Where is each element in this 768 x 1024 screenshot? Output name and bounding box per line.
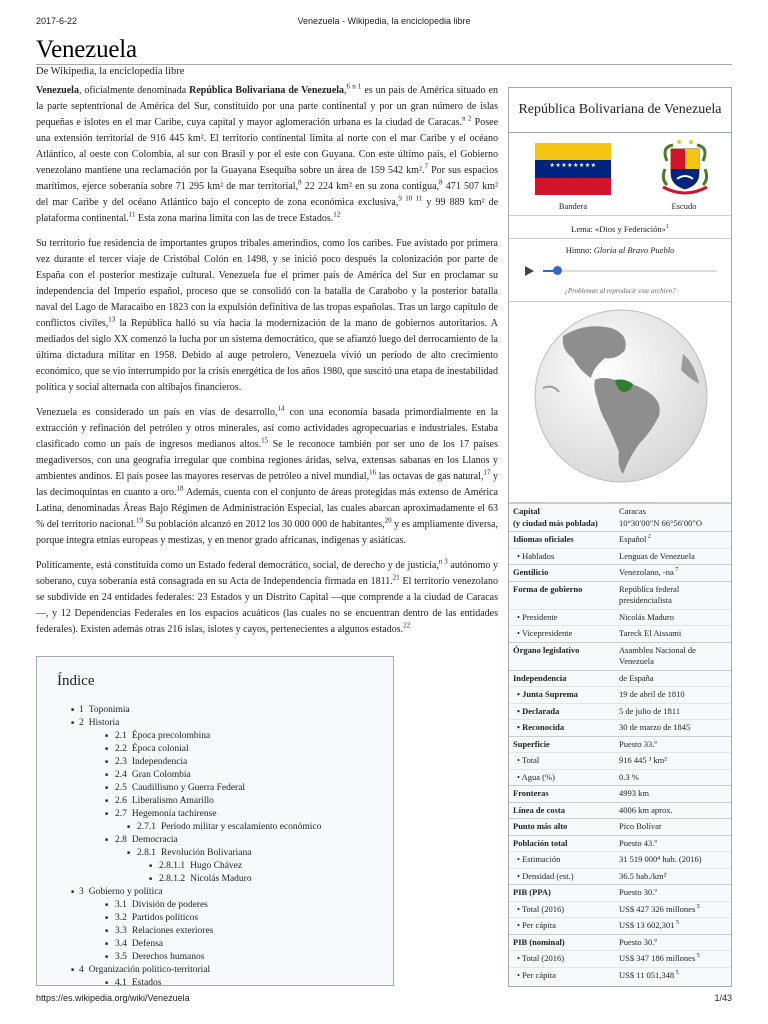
play-icon[interactable] (525, 266, 534, 276)
motto-row (509, 216, 731, 239)
toc-item[interactable] (57, 743, 381, 756)
flag-stripe-yellow (535, 143, 611, 160)
reference-link[interactable]: 16 (369, 468, 377, 477)
toc-item[interactable] (57, 938, 381, 951)
anthem-prefix: Himno: (565, 245, 594, 255)
toc-item-number: 2.3 (115, 757, 127, 767)
infobox-row (509, 626, 731, 643)
motto-text: Lema: «Dios y Federación» (571, 223, 666, 234)
toc-item-number: 3.3 (115, 926, 127, 936)
infobox-value: Puesto 30.º (615, 885, 731, 902)
infobox-row (509, 548, 731, 565)
reference-link[interactable]: 22 (403, 621, 411, 630)
toc-item-label[interactable]: Independencia (131, 757, 188, 767)
toc-item[interactable] (57, 925, 381, 938)
reference-link[interactable]: 20 (384, 516, 392, 525)
infobox-row (509, 802, 731, 819)
infobox-row (509, 901, 731, 918)
infobox-key: Independencia (509, 670, 615, 687)
infobox-value: 4993 km (615, 786, 731, 803)
reference-link[interactable]: 9 10 11 (398, 194, 423, 203)
infobox-key: • Reconocida (509, 720, 615, 737)
infobox-key: • Per cápita (509, 967, 615, 983)
toc-item-label[interactable]: Caudillismo y Guerra Federal (131, 783, 246, 793)
article-body (36, 83, 498, 647)
national-symbols (509, 133, 731, 216)
toc-item[interactable] (57, 964, 381, 977)
reference-link[interactable]: 5 (695, 953, 700, 960)
toc-item-number: 3.1 (115, 900, 127, 910)
infobox-value: 916 445 ³ km² (615, 753, 731, 770)
progress-knob[interactable] (553, 266, 562, 275)
infobox-row (509, 753, 731, 770)
infobox-key: Capital (y ciudad más poblada) (509, 504, 615, 532)
infobox-row (509, 720, 731, 737)
text-run: las octavas de gas natural, (376, 471, 484, 482)
toc-item-number: 3.5 (115, 952, 127, 962)
toc-item-number: 2.8.1.2 (159, 874, 186, 884)
motto-ref[interactable]: 1 (665, 224, 669, 230)
reference-link[interactable]: 12 (333, 210, 341, 219)
flag-image[interactable] (535, 143, 611, 195)
infobox (508, 87, 732, 987)
toc-item-label[interactable]: Revolución Bolivariana (161, 848, 252, 858)
audio-problems-link[interactable]: ¿Problemas al reproducir este archivo? (564, 287, 676, 295)
toc-item-label[interactable]: Época colonial (131, 744, 189, 754)
print-date: 2017-6-22 (36, 16, 78, 26)
infobox-key: Población total (509, 835, 615, 852)
text-run: y las decimoquintas en cuanto a oro. (36, 471, 498, 498)
print-title: Venezuela - Wikipedia, la enciclopedia libre (297, 16, 471, 26)
text-run: Su territorio fue residencia de importantes grupos tribales amerindios, como los caribes. Fue avistado por primera vez durante el tercer viaje de Cristóbal Colón en 1498, y se inició poco después la colonización por parte de España con el posterior mestizaje cultural. Venezuela fue el primer país de América del Sur en proclamar su independencia del Imperio español, proceso que se consolidó con la batalla de Carabobo y la posterior batalla naval del Lago de Maracaibo en 1823 con la expulsión definitiva de las tropas españolas. Tras un largo capítulo de conflictos civiles, (36, 238, 498, 329)
infobox-value: Español $^2$ (615, 532, 731, 549)
reference-link[interactable]: 2 (646, 534, 651, 541)
reference-link[interactable]: 5 (674, 920, 679, 927)
toc-item-label[interactable]: Gran Colombia (131, 770, 191, 780)
reference-link[interactable]: 18 (176, 484, 184, 493)
toc-item[interactable] (57, 795, 381, 808)
toc-item-label[interactable]: Época precolombina (131, 731, 211, 741)
reference-link[interactable]: 7 (673, 567, 679, 574)
text-run: Además, cuenta con el conjunto de áreas protegidas más extenso de América Latina, denominadas Áreas Bajo Régimen de Administración Especial, las cuales abarcan aproximadamente el 63 % del territorio nacional. (36, 487, 498, 530)
reference-link[interactable]: 5 (695, 903, 700, 910)
infobox-key: • Estimación (509, 852, 615, 869)
reference-link[interactable]: 6 n 1 (346, 82, 362, 91)
toc-item[interactable] (57, 782, 381, 795)
toc-item-number: 2.8.1 (137, 848, 156, 858)
toc-item-number: 4 (79, 965, 84, 975)
infobox-value: US$ 427 326 millones $^5$ (615, 901, 731, 918)
toc-item[interactable] (57, 912, 381, 925)
toc-item-label[interactable]: Historia (88, 718, 120, 728)
infobox-key: • Agua (%) (509, 769, 615, 786)
paragraph-4 (36, 558, 498, 638)
reference-link[interactable]: 5 (674, 969, 679, 976)
text-run: Esta zona marina limita con las de trece Estados. (135, 213, 334, 224)
infobox-value: Pico Bolívar (615, 819, 731, 836)
infobox-key: Línea de costa (509, 802, 615, 819)
infobox-value: US$ 13 602,301 $^5$ (615, 918, 731, 935)
infobox-row (509, 609, 731, 626)
progress-track[interactable] (543, 270, 717, 272)
toc-item[interactable] (57, 808, 381, 821)
toc-item-label[interactable]: Partidos políticos (131, 913, 199, 923)
toc-item-label[interactable]: Nicolás Maduro (190, 874, 252, 884)
flag-stripe-red (535, 178, 611, 195)
toc-item-label[interactable]: Toponimia (88, 705, 130, 715)
page-title: Venezuela (36, 36, 137, 63)
paragraph-3 (36, 405, 498, 549)
infobox-row (509, 934, 731, 951)
flag-caption[interactable]: Bandera (558, 201, 588, 211)
toc-item[interactable] (57, 730, 381, 743)
text-run: , oficialmente denominada (78, 85, 190, 96)
infobox-value: 0.3 % (615, 769, 731, 786)
reference-link[interactable]: 14 (277, 404, 285, 413)
coat-of-arms-icon[interactable] (657, 139, 713, 201)
text-run: y 99 889 km² de plataforma continental. (36, 197, 499, 224)
infobox-row (509, 703, 731, 720)
infobox-key: • Densidad (est.) (509, 868, 615, 885)
flag-stars-icon: ★★★★★★★★ (549, 163, 597, 169)
reference-link[interactable]: n 3 (438, 557, 448, 566)
infobox-value: Lenguas de Venezuela (615, 548, 731, 565)
infobox-row (509, 687, 731, 704)
toc-item[interactable] (57, 899, 381, 912)
toc-item[interactable] (57, 769, 381, 782)
paragraph-2 (36, 236, 498, 396)
infobox-row (509, 967, 731, 983)
infobox-row (509, 868, 731, 885)
infobox-row (509, 951, 731, 968)
infobox-value: 4006 km aprox. (615, 802, 731, 819)
audio-player (523, 261, 719, 281)
infobox-key: Órgano legislativo (509, 642, 615, 670)
paragraph-1 (36, 83, 498, 227)
reference-link[interactable]: 7 (424, 162, 428, 171)
infobox-key: • Hablados (509, 548, 615, 565)
infobox-value: US$ 11 051,348 $^5$ (615, 967, 731, 983)
infobox-key: Fronteras (509, 786, 615, 803)
infobox-value: Venezolano, -na $^7$ (615, 565, 731, 582)
text-run: Posee una extensión territorial de 916 445 km². El territorio continental limita al norte con el mar Caribe y el océano Atlántico, al oeste con Colombia, al sur con Brasil y por el este con Guyana. Con este último país, el Gobierno venezolano mantiene una reclamación por la Guayana Esequiba sobre un área de 159 542 km². (36, 117, 499, 176)
infobox-key: PIB (nominal) (509, 934, 615, 951)
infobox-row (509, 642, 731, 670)
infobox-table (509, 503, 731, 983)
infobox-key: • Total (2016) (509, 901, 615, 918)
toc-item[interactable] (57, 977, 381, 986)
toc-item-number: 1 (79, 705, 84, 715)
anthem-row (509, 239, 731, 302)
reference-link[interactable]: 21 (392, 573, 400, 582)
text-run: El territorio venezolano se subdivide en 24 entidades federales: 23 Estados y un Distrito Capital —que comprende a la ciudad de Caracas—, y 12 Dependencias Federales en los espacios acuáticos (las cuales no se encuentran dentro de las entidades federales). Existen además otras 216 islas, islotes y cayos, pertenecientes a algunos estados. (36, 576, 498, 635)
infobox-value: Puesto 33.º (615, 736, 731, 753)
infobox-value: de España (615, 670, 731, 687)
toc-item[interactable] (57, 873, 381, 886)
infobox-key: Punto más alto (509, 819, 615, 836)
infobox-title: República Bolivariana de Venezuela (509, 88, 731, 133)
reference-link[interactable]: n 2 (462, 114, 472, 123)
toc-item[interactable] (57, 717, 381, 730)
infobox-key: • Vicepresidente (509, 626, 615, 643)
infobox-row (509, 819, 731, 836)
title-divider (36, 64, 732, 65)
print-header (36, 16, 732, 26)
toc-item[interactable] (57, 951, 381, 964)
text-run: es un país de América situado en la parte septentrional de América del Sur, constituido por una parte continental y por un gran número de islas pequeñas e islotes en el mar Caribe, cuya capital y mayor aglomeración urbana es la ciudad de Caracas. (36, 85, 499, 128)
toc-item-number: 2 (79, 718, 84, 728)
tagline: De Wikipedia, la enciclopedia libre (36, 66, 185, 77)
toc-item[interactable] (57, 847, 381, 860)
text-run: , (344, 85, 347, 96)
toc-item-number: 2.1 (115, 731, 127, 741)
infobox-row (509, 852, 731, 869)
infobox-row (509, 504, 731, 532)
text-run: con una economía basada primordialmente en la extracción y refinación del petróleo y otros minerales, así como actividades agropecuarias e industriales. Estaba clasificado como un país de ingresos medianos altos. (36, 407, 499, 450)
text-run: Venezuela es considerado un país en vías de desarrollo, (36, 407, 278, 418)
toc-item-label[interactable]: Organización político-territorial (88, 965, 211, 975)
toc-item-number: 2.5 (115, 783, 127, 793)
infobox-row (509, 885, 731, 902)
infobox-key: • Presidente (509, 609, 615, 626)
infobox-key: • Total (2016) (509, 951, 615, 968)
infobox-row (509, 670, 731, 687)
reference-link[interactable]: 17 (483, 468, 491, 477)
text-run: Se le reconoce también por ser uno de los 17 países megadiversos, con una geografía irregular que combina regiones áridas, selva, extensas sabanas en los Llanos y ambientes andinos. El país posee las mayores reservas de petróleo a nivel mundial, (36, 439, 498, 482)
toc-item-label[interactable]: División de poderes (131, 900, 208, 910)
toc-item[interactable] (57, 886, 381, 899)
infobox-key: Forma de gobierno (509, 581, 615, 609)
text-run: Por sus espacios marítimos, ejerce soberanía sobre 71 295 km² de mar territorial, (36, 165, 498, 192)
toc-item[interactable] (57, 821, 381, 834)
text-run: 22 224 km² en su zona contigua, (301, 181, 440, 192)
infobox-value: 36.5 hab./km² (615, 868, 731, 885)
print-footer (36, 993, 732, 1003)
infobox-value: Puesto 43.º (615, 835, 731, 852)
toc-item[interactable] (57, 860, 381, 873)
infobox-key: • Junta Suprema (509, 687, 615, 704)
infobox-value: Tareck El Aissami (615, 626, 731, 643)
print-url[interactable]: https://es.wikipedia.org/wiki/Venezuela (36, 993, 190, 1003)
toc-item[interactable] (57, 834, 381, 847)
bold-term: Venezuela (36, 85, 79, 96)
text-run: Su población alcanzó en 2012 los 30 000 000 de habitantes, (142, 519, 385, 530)
toc-item-label[interactable]: Hegemonía tachirense (131, 809, 217, 819)
text-run: autónomo y soberano, cuya soberanía está consagrada en su Acta de Independencia firmada en 1811. (36, 560, 498, 587)
toc-item-number: 2.8.1.1 (159, 861, 186, 871)
toc-item-number: 2.7 (115, 809, 127, 819)
toc-item-label[interactable]: Período militar y escalamiento económico (161, 822, 322, 832)
toc-item-number: 2.7.1 (137, 822, 156, 832)
infobox-value: 30 de marzo de 1845 (615, 720, 731, 737)
toc-item-label[interactable]: Relaciones exteriores (131, 926, 214, 936)
reference-link[interactable]: 8 (297, 178, 302, 187)
reference-link[interactable]: 8 (439, 178, 443, 187)
infobox-row (509, 786, 731, 803)
infobox-row (509, 581, 731, 609)
toc-list (57, 704, 381, 986)
toc-item-label[interactable]: Hugo Chávez (190, 861, 243, 871)
globe-map-icon (533, 308, 709, 484)
infobox-row (509, 835, 731, 852)
infobox-row (509, 532, 731, 549)
toc-item[interactable] (57, 704, 381, 717)
text-run: 471 507 km² del mar Caribe y del océano Atlántico bajo el concepto de zona económica exclusiva, (36, 181, 498, 208)
shield-caption[interactable]: Escudo (671, 201, 697, 211)
infobox-key: • Declarada (509, 703, 615, 720)
toc-item-label[interactable]: Derechos humanos (131, 952, 205, 962)
infobox-key: • Total (509, 753, 615, 770)
toc-item-number: 2.6 (115, 796, 127, 806)
infobox-row (509, 918, 731, 935)
page-number: 1/43 (714, 993, 732, 1003)
toc-item-number: 2.4 (115, 770, 127, 780)
toc-item-label[interactable]: Democracia (131, 835, 178, 845)
infobox-value: 31 519 000⁴ hab. (2016) (615, 852, 731, 869)
text-run: y es ampliamente diversa, porque integra etnias europeas y mestizas, y en menor grado africanas, indígenas y asiáticas. (36, 519, 498, 546)
infobox-value: Caracas 10°30′00″N 66°56′00″O (615, 504, 731, 532)
anthem-name[interactable]: Gloria al Bravo Pueblo (593, 245, 675, 255)
infobox-value: US$ 347 186 millones $^5$ (615, 951, 731, 968)
reference-link[interactable]: 19 (135, 516, 143, 525)
toc-title: Índice (57, 673, 95, 689)
toc-item-label[interactable]: Gobierno y política (88, 887, 163, 897)
toc-item-label[interactable]: Liberalismo Amarillo (131, 796, 214, 806)
infobox-row (509, 769, 731, 786)
toc-item-number: 3.2 (115, 913, 127, 923)
reference-link[interactable]: 15 (261, 436, 269, 445)
flag-stripe-blue (535, 160, 611, 178)
bold-term: República Bolivariana de Venezuela (189, 85, 345, 96)
anthem-label (509, 245, 731, 255)
infobox-value: República federal presidencialista (615, 581, 731, 609)
toc-item-label[interactable]: Defensa (131, 939, 163, 949)
toc-item-number: 2.2 (115, 744, 127, 754)
infobox-row (509, 736, 731, 753)
infobox-key: PIB (PPA) (509, 885, 615, 902)
reference-link[interactable]: 11 (128, 210, 136, 219)
toc-item-number: 4.1 (115, 978, 127, 986)
reference-link[interactable]: 13 (108, 315, 116, 324)
infobox-key: Superficie (509, 736, 615, 753)
infobox-key: Idiomas oficiales (509, 532, 615, 549)
infobox-value: Puesto 30.º (615, 934, 731, 951)
toc-item-label[interactable]: Estados (131, 978, 162, 986)
text-run: Políticamente, está constituida como un Estado federal democrático, social, de derecho y de justicia, (36, 560, 439, 571)
toc-item-number: 3 (79, 887, 84, 897)
table-of-contents (36, 656, 394, 986)
text-run: la República halló su vía hacia la modernización de la mano de gobiernos autoritarios. A mediados del siglo XX comenzó la lucha por un sistema democrático, que se afianzó luego del derrocamiento de la última dictadura militar en 1958. Debido al auge petrolero, Venezuela vivió un período de alto crecimiento económico, que se vio interrumpido por la crisis energética de los años 1980, que suscitó una etapa de inestabilidad política y social alternada con altibajos financieros. (36, 318, 498, 393)
location-map[interactable] (509, 302, 731, 503)
toc-item[interactable] (57, 756, 381, 769)
infobox-row (509, 565, 731, 582)
infobox-key: • Per cápita (509, 918, 615, 935)
infobox-value: 5 de julio de 1811 (615, 703, 731, 720)
infobox-key: Gentilicio (509, 565, 615, 582)
infobox-value: 19 de abril de 1810 (615, 687, 731, 704)
infobox-value: Asamblea Nacional de Venezuela (615, 642, 731, 670)
toc-item-number: 2.8 (115, 835, 127, 845)
infobox-value: Nicolás Maduro (615, 609, 731, 626)
toc-item-number: 3.4 (115, 939, 127, 949)
